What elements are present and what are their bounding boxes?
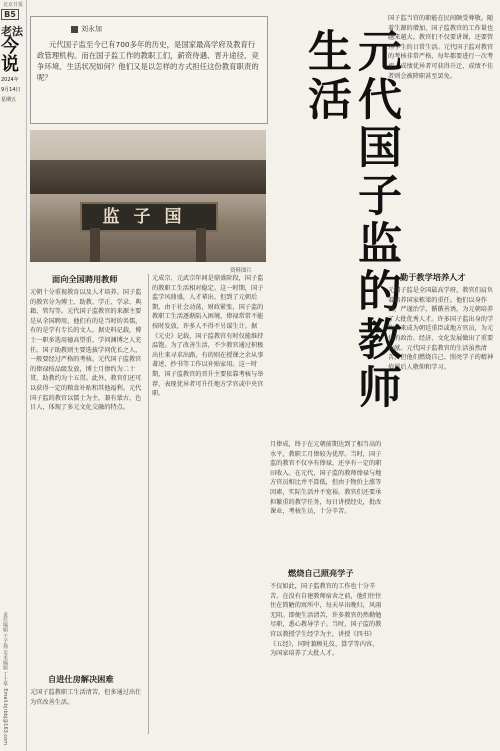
column-name-small: 老法	[1, 25, 23, 38]
page-top-bar	[0, 0, 500, 10]
issue-weekday: 星期五	[1, 97, 17, 103]
section-text-dedication: 不仅如此，国子监教官的工作也十分辛苦。在没有自建教师宿舍之前，他们往往住在简陋的寓所中，每天早出晚归，风雨无阻。即便生活清苦，许多教官仍然勤勉尽职，悉心教导学子。当时，国子监的教官以教授学生经学为主，讲授《四书》《五经》，同时兼顾礼仪、算学等内容，为国家培养了大批人才。	[270, 583, 382, 658]
column-two-text: 元成宗、元武宗年间是鼎盛阶段，国子监的教职工生活相对稳定。这一时期，国子监学风鼎盛，人才辈出。但到了元朝后期，由于社会动荡，财政紧张，国子监的教职工生活逐渐陷入困境，俸禄常常不能按时发放，许多人不得不另谋生计。据《元史》记载，国子监教官有时仅能维持温饱。为了改善生活，不少教官通过积极出仕来寻求出路，有的则在授课之余从事著述、抄书等工作以补贴家用。这一时期，国子监教官的晋升主要依靠考核与举荐，表现优异者可升任地方学官或中央官职。	[152, 275, 264, 398]
section-heading-teaching: 勤于教学培养人才	[400, 272, 466, 282]
column-sidebar	[0, 0, 27, 751]
article-photo	[30, 130, 266, 262]
section-text-difficulty: 元国子监教职工生活清苦，但多通过出仕为官改善生活。	[30, 689, 142, 706]
column-divider	[148, 274, 149, 734]
column-four-text: 国子监当官的职能在民间颇受尊敬。随着生源的增加，国子监教官的工作量也越来越大。教官们不仅要讲课，还要管理学生的日常生活。元代国子监对教官的考核非常严格，每年都要进行一次考评，成绩优异者可获得升迁，成绩不佳者则会被降职甚至罢免。	[388, 15, 494, 80]
editor-credits: 责任编辑 王子扬 美术编辑 丁士华 Email:bjrbbj@163.com	[2, 611, 8, 745]
article-title: 元代国子监的教师生活	[300, 28, 401, 412]
section-text-teaching: 元国子监是全国最高学府，教官们肩负着培养国家栋梁的重任。他们以身作则，严谨治学，循循善诱，为元朝培养了大批优秀人才。许多国子监出身的学生后来成为朝廷重臣或地方官员，为元代的政治、经济、文化发展做出了重要贡献。元代国子监教官的生活虽然清苦，但他们燃烧自己、照亮学子的精神值得后人敬仰和学习。	[388, 287, 494, 371]
photo-credit: 资料图片	[230, 268, 253, 274]
photo-pillar-right	[196, 228, 206, 262]
section-heading-difficulty: 自进仕房解决困难	[48, 674, 114, 684]
newspaper-logo: 北京日报	[3, 2, 24, 8]
article-area	[30, 10, 496, 745]
issue-info	[1, 9, 25, 104]
photo-roof	[30, 160, 266, 194]
photo-signboard: 监子国	[80, 202, 218, 232]
photo-pillar-left	[90, 228, 100, 262]
lead-box	[30, 16, 268, 124]
lead-paragraph: 元代国子监至今已有700多年的历史，是国家最高学府及教育行政管理机构。而在国子监工作的教职工们，薪资待遇、晋升途径、竞争环境、生活状况如何？他们又是以怎样的方式担任这份教育职责的呢？	[37, 40, 259, 82]
column-name-big: 今说	[1, 36, 19, 75]
section-heading-recruiting: 面向全国聘用教师	[52, 274, 118, 284]
section-heading-dedication: 燃烧自己照亮学子	[288, 568, 354, 578]
page-number: B5	[1, 9, 19, 20]
issue-date: 9月14日	[1, 87, 21, 93]
section-text-recruiting: 元朝十分重视教育以及人才培养。国子监的教官分为博士、助教、学正、学录、典籍、管勾等。元代国子监教官的来源主要是从全国聘用，他们有的是当时的名儒，有的是学有专长的文人。据史料记载，博士一职多选用德高望重、学问渊博之人充任。国子助教则主要选拔学问优长之人，一般要经过严格的考核。元代国子监教官的俸禄按品级发放，博士月俸约为二十贯，助教约为十五贯。此外，教官们还可以获得一定的粮食补贴和其他福利。元代国子监的教官以儒士为主，兼有蒙古、色目人，体现了多元文化交融的特点。	[30, 289, 142, 412]
column-three-text: 月俸成，终于在元朝前期达到了相当高的水平，教职工月俸较为优厚。当时，国子监的教官不仅享有俸禄，还享有一定的职田收入。在元代，国子监的教师俸禄与地方官员相比并不算低，但由于物价上涨等因素，实际生活并不宽裕。教官们还要承担繁重的教学任务，每日讲授经史，批改课业，考核生员，十分辛苦。	[270, 441, 382, 516]
author-byline: 刘永加	[71, 24, 102, 34]
issue-year: 2024年	[1, 77, 19, 83]
